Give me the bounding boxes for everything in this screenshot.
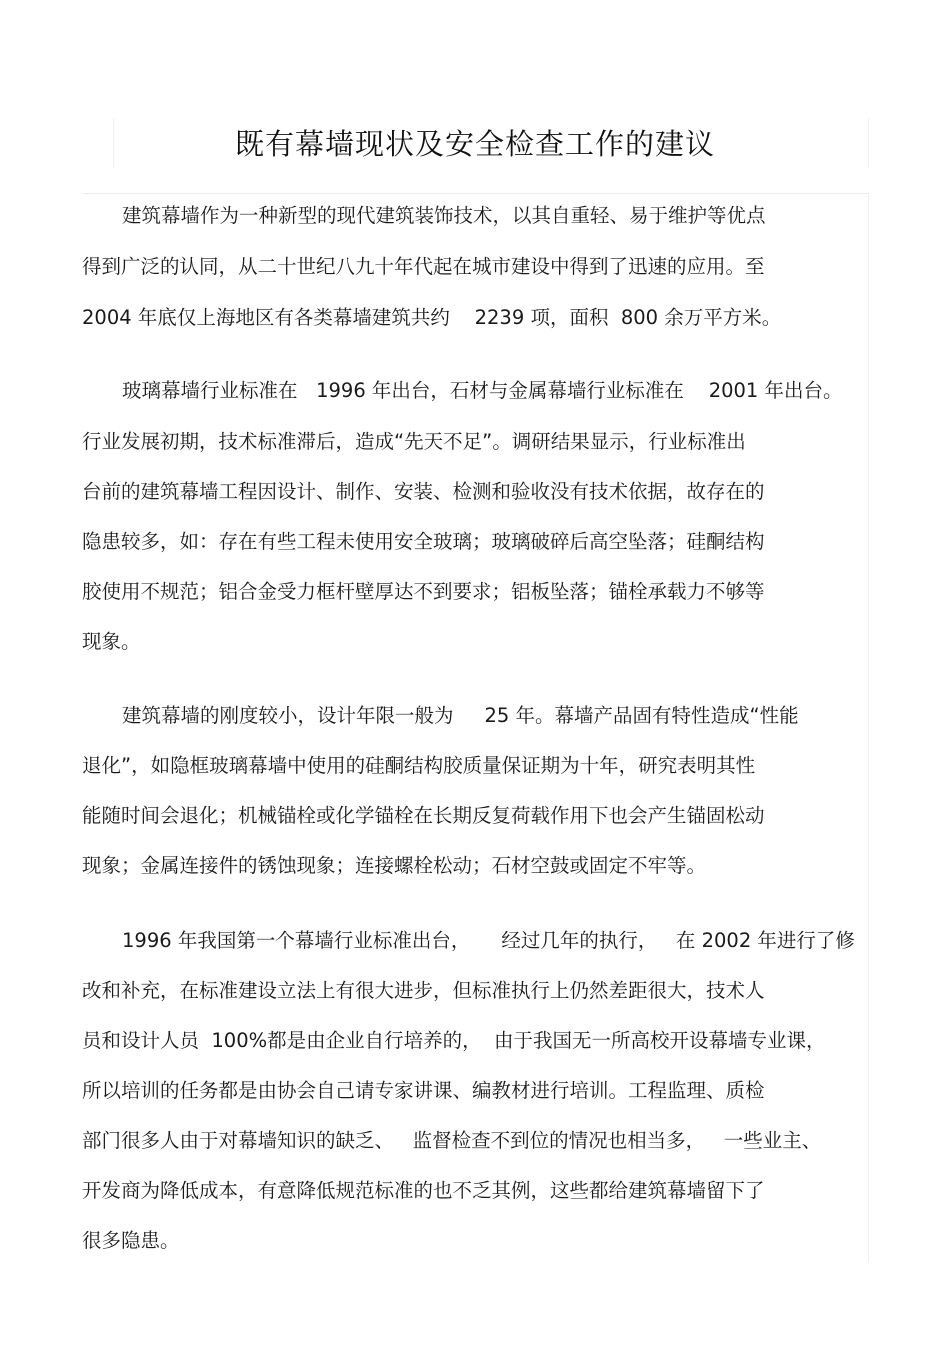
paragraph-line: 部门很多人由于对幕墙知识的缺乏、 监督检查不到位的情况也相当多， 一些业主、 — [82, 1129, 822, 1152]
paragraph-line: 台前的建筑幕墙工程因设计、制作、安装、检测和验收没有技术依据，故存在的 — [82, 480, 765, 503]
paragraph-line: 1996 年我国第一个幕墙行业标准出台， 经过几年的执行， 在 2002 年进行了修 — [122, 929, 855, 952]
paragraph-line: 隐患较多，如：存在有些工程未使用安全玻璃；玻璃破碎后高空坠落；硅酮结构 — [82, 530, 765, 553]
page-title: 既有幕墙现状及安全检查工作的建议 — [234, 127, 715, 161]
paragraph-line: 行业发展初期，技术标准滞后，造成“先天不足”。调研结果显示，行业标准出 — [82, 430, 746, 453]
paragraph-line: 所以培训的任务都是由协会自己请专家讲课、编教材进行培训。工程监理、质检 — [82, 1079, 765, 1102]
paragraph-line: 胶使用不规范；铝合金受力框杆壁厚达不到要求；铝板坠落；锚栓承载力不够等 — [82, 580, 765, 603]
body-frame-right-rule — [868, 194, 869, 1262]
paragraph-line: 现象；金属连接件的锈蚀现象；连接螺栓松动；石材空鼓或固定不牢等。 — [82, 854, 707, 877]
paragraph-line: 建筑幕墙的刚度较小，设计年限一般为 25 年。幕墙产品固有特性造成“性能 — [122, 704, 799, 727]
paragraph-line: 得到广泛的认同，从二十世纪八九十年代起在城市建设中得到了迅速的应用。至 — [82, 255, 765, 278]
paragraph-line: 现象。 — [82, 630, 141, 653]
paragraph-line: 很多隐患。 — [82, 1229, 180, 1252]
paragraph-line: 退化”，如隐框玻璃幕墙中使用的硅酮结构胶质量保证期为十年，研究表明其性 — [82, 754, 756, 777]
paragraph-line: 开发商为降低成本，有意降低规范标准的也不乏其例，这些都给建筑幕墙留下了 — [82, 1179, 765, 1202]
paragraph-line: 玻璃幕墙行业标准在 1996 年出台，石材与金属幕墙行业标准在 2001 年出台。 — [122, 379, 843, 402]
body-frame-top-rule — [82, 193, 869, 194]
paragraph-line: 改和补充，在标准建设立法上有很大进步，但标准执行上仍然差距很大，技术人 — [82, 979, 765, 1002]
paragraph-line: 员和设计人员 100%都是由企业自行培养的， 由于我国无一所高校开设幕墙专业课， — [82, 1029, 826, 1052]
paragraph-line: 建筑幕墙作为一种新型的现代建筑装饰技术，以其自重轻、易于维护等优点 — [122, 204, 766, 227]
paragraph-line: 能随时间会退化；机械锚栓或化学锚栓在长期反复荷载作用下也会产生锚固松动 — [82, 804, 765, 827]
paragraph-line: 2004 年底仅上海地区有各类幕墙建筑共约 2239 项，面积 800 余万平方米。 — [82, 306, 782, 329]
